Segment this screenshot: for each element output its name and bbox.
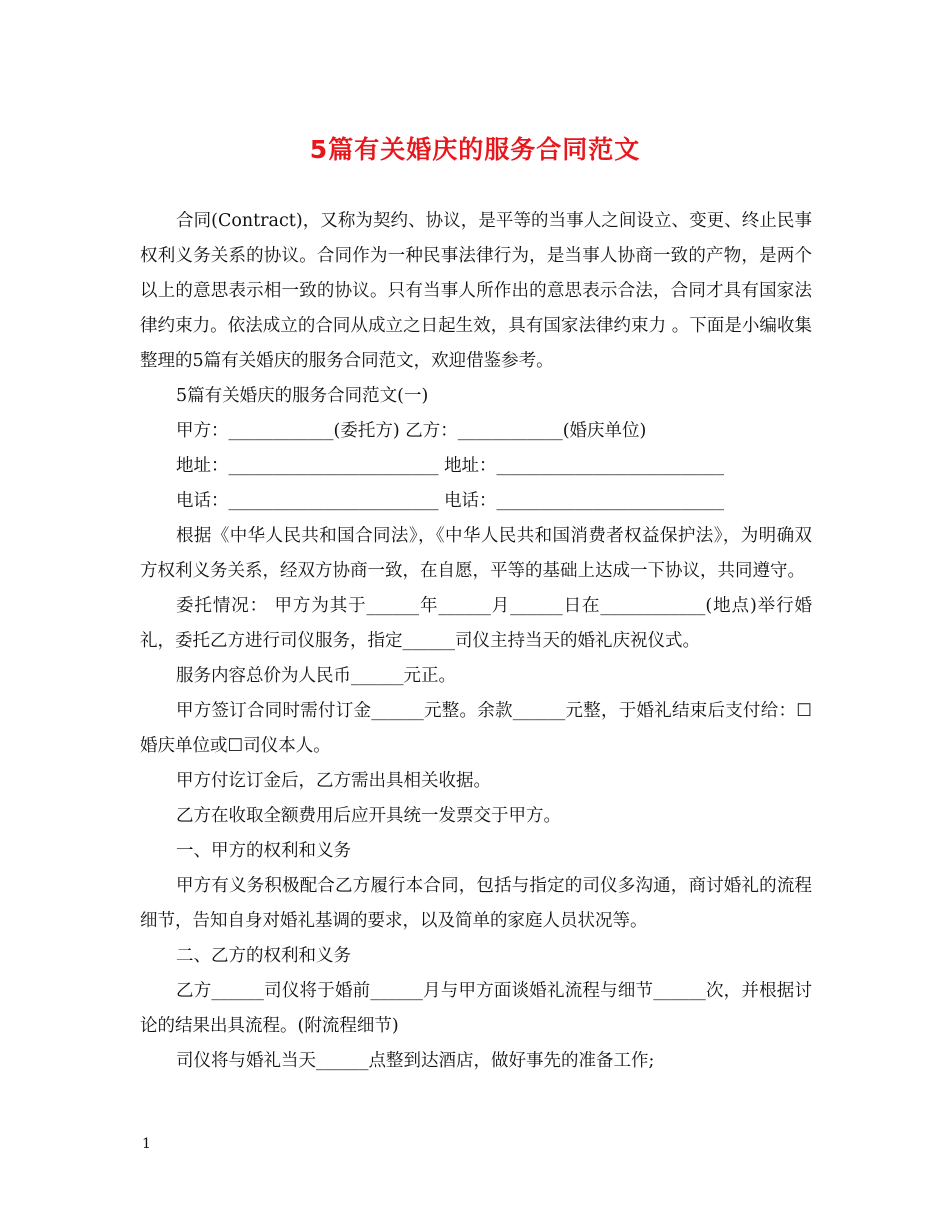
address-fill-row: 地址：________________________ 地址：__________________________ xyxy=(176,456,725,476)
section-heading-party-a: 一、甲方的权利和义务 xyxy=(176,841,351,861)
paragraph-price: 服务内容总价为人民币______元正。 xyxy=(176,666,456,686)
paragraph-intro: 合同(Contract)，又称为契约、协议，是平等的当事人之间设立、变更、终止民事权利义务关系的协议。合同作为一种民事法律行为，是当事人协商一致的产物，是两个以上的意思表示相一致的协议。只有当事人所作出的意思表示合法，合同才具有国家法律约束力。依法成立的合同从成立之日起生效，具有国家法律约束力 。下面是小编收集整理的5篇有关婚庆的服务合同范文，欢迎借鉴参考。 xyxy=(140,211,812,371)
paragraph-legal-basis: 根据《中华人民共和国合同法》，《中华人民共和国消费者权益保护法》，为明确双方权利义务关系，经双方协商一致，在自愿，平等的基础上达成一下协议，共同遵守。 xyxy=(140,526,812,581)
document-body xyxy=(140,204,812,1079)
section-heading-party-b: 二、乙方的权利和义务 xyxy=(176,946,351,966)
page-number: 1 xyxy=(142,1136,151,1152)
paragraph-deposit: 甲方签订合同时需付订金______元整。余款______元整，于婚礼结束后支付给：☐婚庆单位或☐司仪本人。 xyxy=(140,701,812,756)
paragraph-party-b-duty: 乙方______司仪将于婚前______月与甲方面谈婚礼流程与细节______次，并根据讨论的结果出具流程。(附流程细节) xyxy=(140,981,812,1036)
subheading-contract-1: 5篇有关婚庆的服务合同范文(一) xyxy=(176,386,429,406)
phone-fill-row: 电话：________________________ 电话：__________________________ xyxy=(176,491,725,511)
paragraph-party-a-duty: 甲方有义务积极配合乙方履行本合同，包括与指定的司仪多沟通，商讨婚礼的流程细节，告知自身对婚礼基调的要求，以及简单的家庭人员状况等。 xyxy=(140,876,812,931)
party-fill-row: 甲方：____________(委托方) 乙方：____________(婚庆单位) xyxy=(176,421,647,441)
paragraph-arrival: 司仪将与婚礼当天______点整到达酒店，做好事先的准备工作; xyxy=(176,1051,655,1071)
document-title: 5篇有关婚庆的服务合同范文 xyxy=(309,135,641,164)
paragraph-receipt: 甲方付讫订金后，乙方需出具相关收据。 xyxy=(176,771,491,791)
paragraph-commission: 委托情况： 甲方为其于______年______月______日在____________(地点)举行婚礼，委托乙方进行司仪服务，指定______司仪主持当天的婚礼庆祝仪式。 xyxy=(140,596,812,651)
paragraph-invoice: 乙方在收取全额费用后应开具统一发票交于甲方。 xyxy=(176,806,561,826)
